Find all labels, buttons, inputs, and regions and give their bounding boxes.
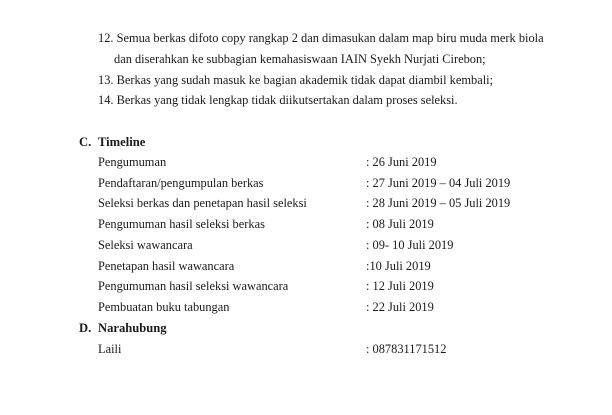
timeline-row-label: Pengumuman hasil seleksi berkas — [98, 217, 265, 231]
section-d-letter: D. — [79, 321, 92, 335]
timeline-row-label: Pengumuman hasil seleksi wawancara — [98, 279, 289, 293]
timeline-row-value: : 22 Juli 2019 — [366, 300, 434, 314]
requirement-item-14: 14. Berkas yang tidak lengkap tidak diikutsertakan dalam proses seleksi. — [98, 93, 458, 107]
section-d-title: Narahubung — [98, 321, 167, 335]
section-c-title: Timeline — [98, 135, 146, 149]
timeline-row-value: : 26 Juni 2019 — [366, 155, 437, 169]
timeline-row-label: Penetapan hasil wawancara — [98, 259, 235, 273]
timeline-row-value: : 08 Juli 2019 — [366, 217, 434, 231]
requirement-item-12-continuation: dan diserahkan ke subbagian kemahasiswaan IAIN Syekh Nurjati Cirebon; — [114, 52, 486, 66]
contact-name: Laili — [98, 342, 122, 356]
section-c-letter: C. — [79, 135, 92, 149]
timeline-row-value: : 09- 10 Juli 2019 — [366, 238, 454, 252]
timeline-row-value: :10 Juli 2019 — [366, 259, 431, 273]
timeline-row-label: Seleksi wawancara — [98, 238, 193, 252]
timeline-row-label: Pendaftaran/pengumpulan berkas — [98, 176, 264, 190]
timeline-row-value: : 12 Juli 2019 — [366, 279, 434, 293]
timeline-row-label: Seleksi berkas dan penetapan hasil seleksi — [98, 196, 307, 210]
timeline-row-label: Pengumuman — [98, 155, 167, 169]
requirement-item-13: 13. Berkas yang sudah masuk ke bagian akademik tidak dapat diambil kembali; — [98, 73, 494, 87]
requirement-item-12: 12. Semua berkas difoto copy rangkap 2 dan dimasukan dalam map biru muda merk biola — [98, 31, 544, 45]
timeline-row-label: Pembuatan buku tabungan — [98, 300, 230, 314]
contact-phone: : 087831171512 — [366, 342, 447, 356]
timeline-row-value: : 27 Juni 2019 – 04 Juli 2019 — [366, 176, 511, 190]
timeline-row-value: : 28 Juni 2019 – 05 Juli 2019 — [366, 196, 511, 210]
